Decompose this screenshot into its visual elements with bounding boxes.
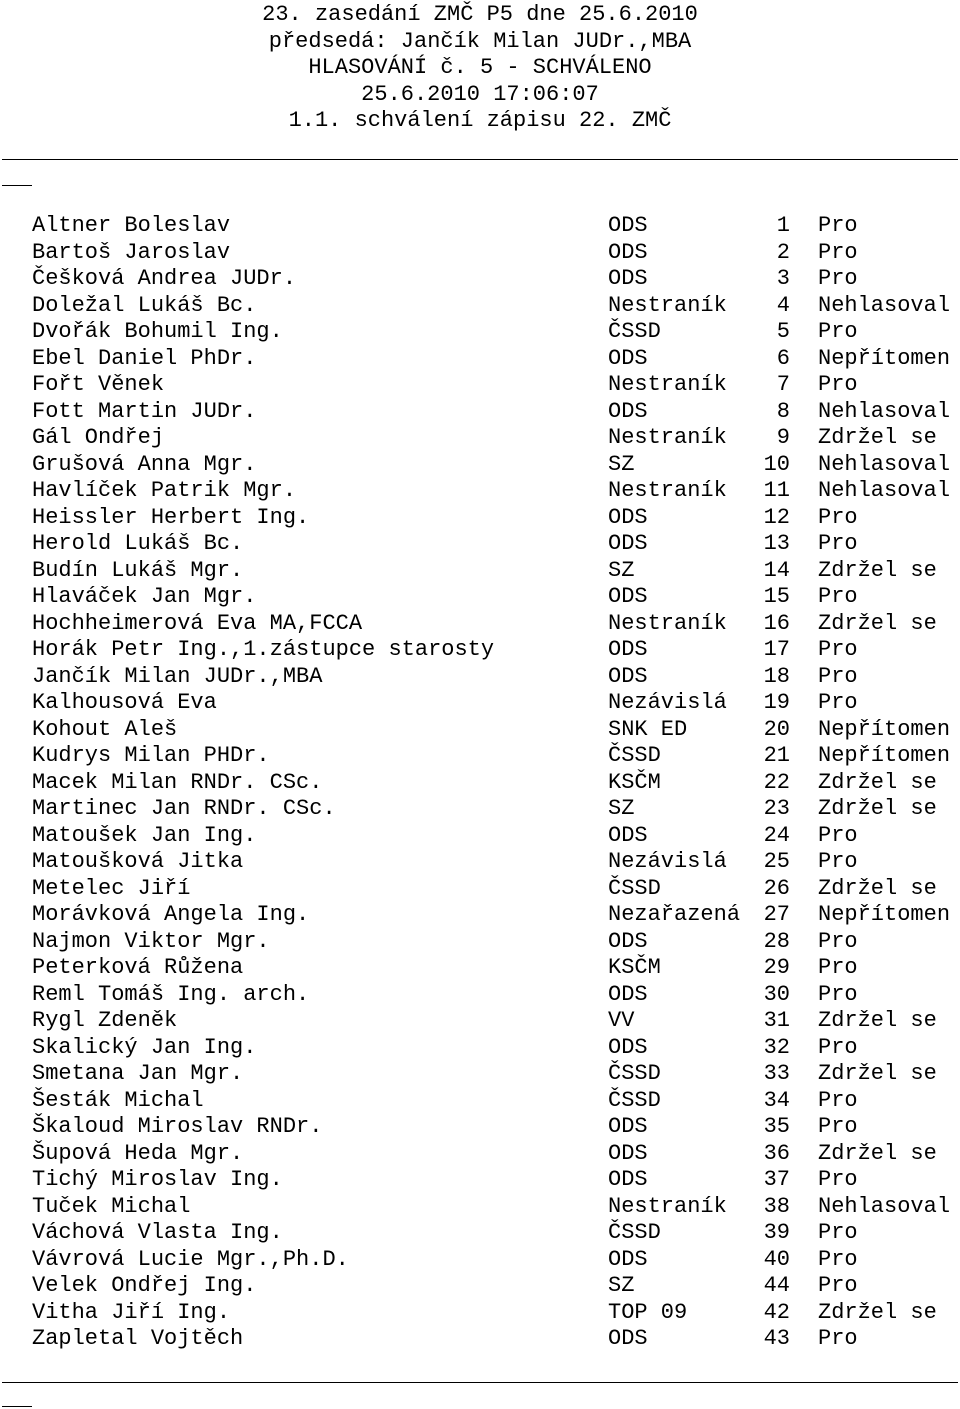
member-party: ČSSD	[608, 875, 661, 901]
member-name: Šesták Michal	[32, 1087, 204, 1113]
member-vote: Pro	[818, 213, 858, 238]
vote-row	[32, 213, 958, 240]
member-vote: Pro	[818, 1114, 858, 1139]
vote-row	[32, 531, 958, 558]
member-name: Martinec Jan RNDr. CSc.	[32, 796, 336, 821]
member-vote: Pro	[818, 239, 858, 265]
agenda-item: 1.1. schválení zápisu 22. ZMČ	[288, 108, 672, 133]
member-name: Češková Andrea JUDr.	[32, 266, 297, 291]
vote-row	[32, 823, 958, 850]
member-number: 43	[763, 1326, 790, 1351]
member-number: 27	[763, 902, 790, 927]
member-vote: Pro	[818, 981, 858, 1007]
member-party: ODS	[608, 1140, 648, 1166]
member-number: 6	[776, 345, 790, 371]
member-party: ODS	[608, 1326, 648, 1351]
member-number: 14	[763, 557, 790, 583]
member-vote: Pro	[818, 319, 858, 344]
member-party: TOP 09	[608, 1299, 688, 1325]
member-vote: Zdržel se	[818, 1061, 937, 1086]
member-party: ČSSD	[608, 1061, 661, 1086]
member-name: Velek Ondřej Ing.	[32, 1273, 257, 1298]
member-name: Šupová Heda Mgr.	[32, 1140, 244, 1166]
member-number: 31	[763, 1008, 790, 1033]
member-name: Matoušková Jitka	[32, 849, 244, 874]
vote-row	[32, 1008, 958, 1035]
member-number: 36	[763, 1140, 790, 1166]
member-name: Tuček Michal	[32, 1193, 191, 1219]
member-number: 21	[763, 743, 790, 768]
member-vote: Pro	[818, 637, 858, 662]
vote-row	[32, 982, 958, 1009]
member-party: SZ	[608, 1273, 635, 1298]
session-title: 23. zasedání ZMČ P5 dne 25.6.2010	[262, 2, 698, 27]
vote-row	[32, 1167, 958, 1194]
member-number: 15	[763, 584, 790, 609]
member-vote: Pro	[818, 1167, 858, 1192]
member-vote: Nepřítomen	[818, 902, 951, 927]
member-vote: Pro	[818, 504, 858, 530]
member-vote: Pro	[818, 1326, 858, 1351]
vote-row	[32, 902, 958, 929]
member-vote: Pro	[818, 1273, 858, 1298]
member-party: ODS	[608, 584, 648, 609]
member-party: SZ	[608, 451, 635, 477]
member-party: KSČM	[608, 769, 661, 795]
member-party: ODS	[608, 663, 648, 689]
member-party: ODS	[608, 928, 648, 954]
member-vote: Pro	[818, 849, 858, 874]
member-vote: Pro	[818, 584, 858, 609]
vote-row	[32, 876, 958, 903]
vote-row	[32, 1061, 958, 1088]
member-party: ODS	[608, 1034, 648, 1060]
vote-row	[32, 240, 958, 267]
member-vote: Nehlasoval	[818, 398, 951, 424]
member-name: Macek Milan RNDr. CSc.	[32, 769, 323, 795]
member-name: Herold Lukáš Bc.	[32, 531, 244, 556]
vote-row	[32, 399, 958, 426]
vote-row	[32, 770, 958, 797]
member-party: ODS	[608, 822, 648, 848]
member-vote: Pro	[818, 1246, 858, 1272]
vote-row	[32, 955, 958, 982]
vote-row	[32, 452, 958, 479]
vote-row	[32, 1141, 958, 1168]
member-name: Fott Martin JUDr.	[32, 398, 257, 424]
member-party: VV	[608, 1008, 635, 1033]
member-party: ODS	[608, 213, 648, 238]
member-number: 13	[763, 531, 790, 556]
member-vote: Zdržel se	[818, 1299, 937, 1325]
member-name: Váchová Vlasta Ing.	[32, 1220, 283, 1245]
vote-timestamp: 25.6.2010 17:06:07	[361, 81, 599, 107]
member-party: ODS	[608, 1167, 648, 1192]
member-name: Hochheimerová Eva MA,FCCA	[32, 610, 363, 636]
member-name: Jančík Milan JUDr.,MBA	[32, 663, 323, 689]
member-number: 4	[776, 292, 790, 318]
member-vote: Pro	[818, 928, 858, 954]
member-party: Nezařazená	[608, 902, 741, 927]
member-number: 17	[763, 637, 790, 662]
member-number: 35	[763, 1114, 790, 1139]
member-name: Smetana Jan Mgr.	[32, 1061, 244, 1086]
vote-row	[32, 929, 958, 956]
member-party: Nezávislá	[608, 849, 727, 874]
vote-row	[32, 1326, 958, 1353]
vote-row	[32, 717, 958, 744]
member-name: Bartoš Jaroslav	[32, 239, 231, 265]
member-name: Skalický Jan Ing.	[32, 1034, 257, 1060]
member-number: 2	[776, 239, 790, 265]
member-party: ODS	[608, 504, 648, 530]
vote-row	[32, 637, 958, 664]
member-party: ODS	[608, 266, 648, 291]
member-party: Nestraník	[608, 1193, 727, 1219]
member-vote: Nehlasoval	[818, 292, 951, 318]
member-number: 28	[763, 928, 790, 954]
member-vote: Pro	[818, 372, 858, 397]
vote-row	[32, 319, 958, 346]
member-vote: Nehlasoval	[818, 451, 951, 477]
vote-row	[32, 1194, 958, 1221]
member-vote: Zdržel se	[818, 557, 937, 583]
member-vote: Zdržel se	[818, 610, 937, 636]
vote-row	[32, 1114, 958, 1141]
member-party: Nestraník	[608, 292, 727, 318]
member-number: 30	[763, 981, 790, 1007]
member-party: ČSSD	[608, 743, 661, 768]
bottom-divider	[2, 1382, 958, 1383]
member-party: SNK ED	[608, 716, 688, 742]
member-vote: Pro	[818, 1034, 858, 1060]
member-vote: Nehlasoval	[818, 478, 951, 503]
member-party: ČSSD	[608, 1220, 661, 1245]
member-number: 5	[776, 319, 790, 344]
member-number: 9	[776, 425, 790, 450]
member-name: Zapletal Vojtěch	[32, 1326, 244, 1351]
vote-row	[32, 664, 958, 691]
vote-row	[32, 690, 958, 717]
member-number: 20	[763, 716, 790, 742]
member-party: SZ	[608, 796, 635, 821]
member-party: ODS	[608, 239, 648, 265]
member-name: Heissler Herbert Ing.	[32, 504, 310, 530]
member-vote: Zdržel se	[818, 1140, 937, 1166]
member-name: Rygl Zdeněk	[32, 1008, 178, 1033]
member-name: Morávková Angela Ing.	[32, 902, 310, 927]
member-vote: Pro	[818, 1220, 858, 1245]
member-vote: Zdržel se	[818, 875, 937, 901]
member-vote: Zdržel se	[818, 769, 937, 795]
chair-line: předsedá: Jančík Milan JUDr.,MBA	[268, 28, 692, 54]
member-vote: Nepřítomen	[818, 743, 951, 768]
member-name: Vávrová Lucie Mgr.,Ph.D.	[32, 1246, 349, 1272]
vote-row	[32, 1088, 958, 1115]
document-header	[0, 2, 960, 135]
member-number: 12	[763, 504, 790, 530]
member-party: ČSSD	[608, 319, 661, 344]
member-number: 22	[763, 769, 790, 795]
member-vote: Pro	[818, 1087, 858, 1113]
bottom-divider-stub	[2, 1406, 32, 1407]
member-number: 44	[763, 1273, 790, 1298]
vote-row	[32, 266, 958, 293]
member-name: Horák Petr Ing.,1.zástupce starosty	[32, 637, 495, 662]
member-name: Vitha Jiří Ing.	[32, 1299, 231, 1325]
top-divider	[2, 159, 958, 160]
member-number: 26	[763, 875, 790, 901]
member-number: 23	[763, 796, 790, 821]
member-party: ODS	[608, 981, 648, 1007]
member-vote: Zdržel se	[818, 796, 937, 821]
member-vote: Pro	[818, 266, 858, 291]
member-vote: Zdržel se	[818, 1008, 937, 1033]
member-name: Reml Tomáš Ing. arch.	[32, 981, 310, 1007]
vote-row	[32, 584, 958, 611]
member-number: 3	[776, 266, 790, 291]
member-vote: Pro	[818, 955, 858, 980]
member-party: Nestraník	[608, 478, 727, 503]
member-name: Metelec Jiří	[32, 875, 191, 901]
member-name: Kalhousová Eva	[32, 690, 217, 715]
member-party: ODS	[608, 345, 648, 371]
member-number: 8	[776, 398, 790, 424]
member-name: Ebel Daniel PhDr.	[32, 345, 257, 371]
vote-row	[32, 293, 958, 320]
vote-row	[32, 346, 958, 373]
member-name: Doležal Lukáš Bc.	[32, 292, 257, 318]
vote-row	[32, 1300, 958, 1327]
member-number: 40	[763, 1246, 790, 1272]
member-vote: Nepřítomen	[818, 716, 951, 742]
member-party: KSČM	[608, 955, 661, 980]
member-name: Altner Boleslav	[32, 213, 231, 238]
member-name: Peterková Růžena	[32, 955, 244, 980]
member-number: 38	[763, 1193, 790, 1219]
member-name: Fořt Věnek	[32, 372, 165, 397]
vote-row	[32, 743, 958, 770]
member-number: 29	[763, 955, 790, 980]
member-name: Grušová Anna Mgr.	[32, 451, 257, 477]
member-name: Kudrys Milan PHDr.	[32, 743, 270, 768]
member-party: ODS	[608, 398, 648, 424]
vote-row	[32, 425, 958, 452]
member-party: Nestraník	[608, 372, 727, 397]
member-party: ČSSD	[608, 1087, 661, 1113]
member-vote: Zdržel se	[818, 425, 937, 450]
vote-row	[32, 372, 958, 399]
member-name: Najmon Viktor Mgr.	[32, 928, 270, 954]
member-name: Budín Lukáš Mgr.	[32, 557, 244, 583]
vote-row	[32, 1247, 958, 1274]
vote-row	[32, 796, 958, 823]
member-vote: Pro	[818, 531, 858, 556]
member-name: Gál Ondřej	[32, 425, 165, 450]
member-vote: Nepřítomen	[818, 345, 951, 371]
member-party: ODS	[608, 1114, 648, 1139]
vote-row	[32, 1273, 958, 1300]
member-number: 32	[763, 1034, 790, 1060]
vote-result-title: HLASOVÁNÍ č. 5 - SCHVÁLENO	[308, 55, 652, 80]
member-party: ODS	[608, 1246, 648, 1272]
vote-table	[32, 213, 958, 1353]
member-number: 18	[763, 663, 790, 689]
member-number: 1	[776, 213, 790, 238]
member-number: 39	[763, 1220, 790, 1245]
member-number: 11	[763, 478, 790, 503]
member-number: 19	[763, 690, 790, 715]
member-name: Hlaváček Jan Mgr.	[32, 584, 257, 609]
member-name: Kohout Aleš	[32, 716, 178, 742]
member-number: 24	[763, 822, 790, 848]
member-number: 42	[763, 1299, 790, 1325]
member-name: Tichý Miroslav Ing.	[32, 1167, 283, 1192]
member-party: Nezávislá	[608, 690, 727, 715]
top-divider-stub	[2, 185, 32, 186]
member-number: 16	[763, 610, 790, 636]
member-number: 7	[776, 372, 790, 397]
vote-row	[32, 478, 958, 505]
member-vote: Pro	[818, 663, 858, 689]
member-vote: Pro	[818, 822, 858, 848]
vote-row	[32, 611, 958, 638]
member-name: Dvořák Bohumil Ing.	[32, 319, 283, 344]
member-party: SZ	[608, 557, 635, 583]
vote-row	[32, 849, 958, 876]
member-vote: Nehlasoval	[818, 1193, 951, 1219]
member-number: 10	[763, 451, 790, 477]
member-vote: Pro	[818, 690, 858, 715]
member-name: Škaloud Miroslav RNDr.	[32, 1114, 323, 1139]
vote-row	[32, 1035, 958, 1062]
member-number: 25	[763, 849, 790, 874]
member-name: Matoušek Jan Ing.	[32, 822, 257, 848]
member-name: Havlíček Patrik Mgr.	[32, 478, 297, 503]
vote-row	[32, 558, 958, 585]
member-number: 37	[763, 1167, 790, 1192]
member-number: 34	[763, 1087, 790, 1113]
member-number: 33	[763, 1061, 790, 1086]
vote-row	[32, 505, 958, 532]
member-party: Nestraník	[608, 610, 727, 636]
member-party: ODS	[608, 637, 648, 662]
member-party: ODS	[608, 531, 648, 556]
vote-row	[32, 1220, 958, 1247]
member-party: Nestraník	[608, 425, 727, 450]
